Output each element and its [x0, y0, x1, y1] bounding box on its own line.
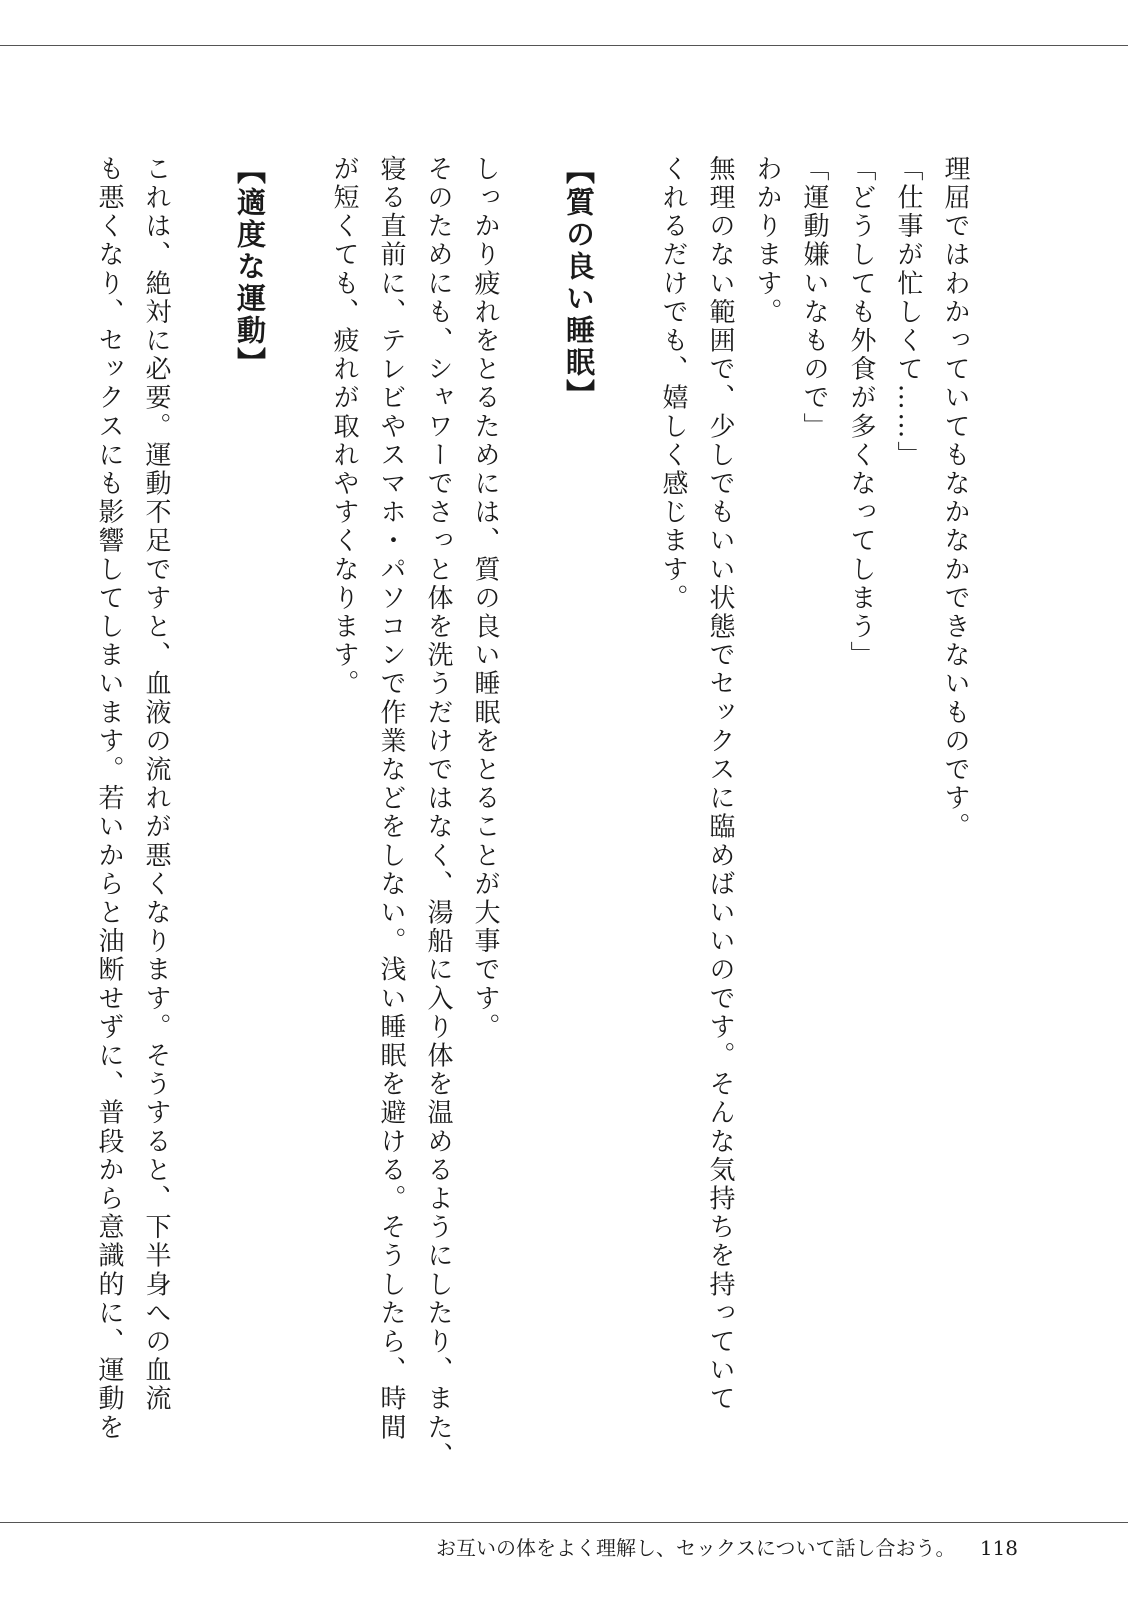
body-line: も悪くなり、セックスにも影響してしまいます。若いからと油断せずに、普段から意識的に、運動を: [94, 155, 124, 1442]
body-line: 寝る直前に、テレビやスマホ・パソコンで作業などをしない。浅い睡眠を避ける。そうしたら、時間: [376, 155, 406, 1442]
bottom-rule: [0, 1522, 1128, 1523]
section-heading-exercise: 【適度な運動】: [233, 155, 267, 379]
body-line: そのためにも、シャワーでさっと体を洗うだけではなく、湯船に入り体を温めるようにしたり、また、: [423, 155, 453, 1471]
quote-line: 「運動嫌いなもので」: [799, 155, 829, 441]
section-heading-sleep: 【質の良い睡眠】: [562, 155, 596, 411]
body-line: しっかり疲れをとるためには、質の良い睡眠をとることが大事です。: [470, 155, 500, 1042]
body-line: これは、絶対に必要。運動不足ですと、血液の流れが悪くなります。そうすると、下半身への血流: [141, 155, 171, 1414]
body-text: [85, 155, 978, 1471]
body-line: が短くても、疲れが取れやすくなります。: [329, 155, 359, 699]
quote-line: 「仕事が忙しくて……」: [893, 155, 923, 470]
blank-line: [273, 155, 320, 1315]
quote-line: 「どうしても外食が多くなってしまう」: [846, 155, 876, 670]
body-line: わかります。: [752, 155, 782, 327]
page-number: 118: [979, 1536, 1018, 1560]
blank-line: [602, 155, 649, 1315]
body-line: くれるだけでも、嬉しく感じます。: [658, 155, 688, 613]
page-footer: [436, 1532, 1018, 1561]
running-title: お互いの体をよく理解し、セックスについて話し合おう。: [436, 1536, 956, 1560]
blank-line: [179, 155, 226, 1315]
top-rule: [0, 45, 1128, 46]
body-line: 理屈ではわかっていてもなかなかできないものです。: [940, 155, 970, 842]
body-line: 無理のない範囲で、少しでもいい状態でセックスに臨めばいいのです。そんな気持ちを持っていて: [705, 155, 735, 1414]
blank-line: [508, 155, 555, 1315]
